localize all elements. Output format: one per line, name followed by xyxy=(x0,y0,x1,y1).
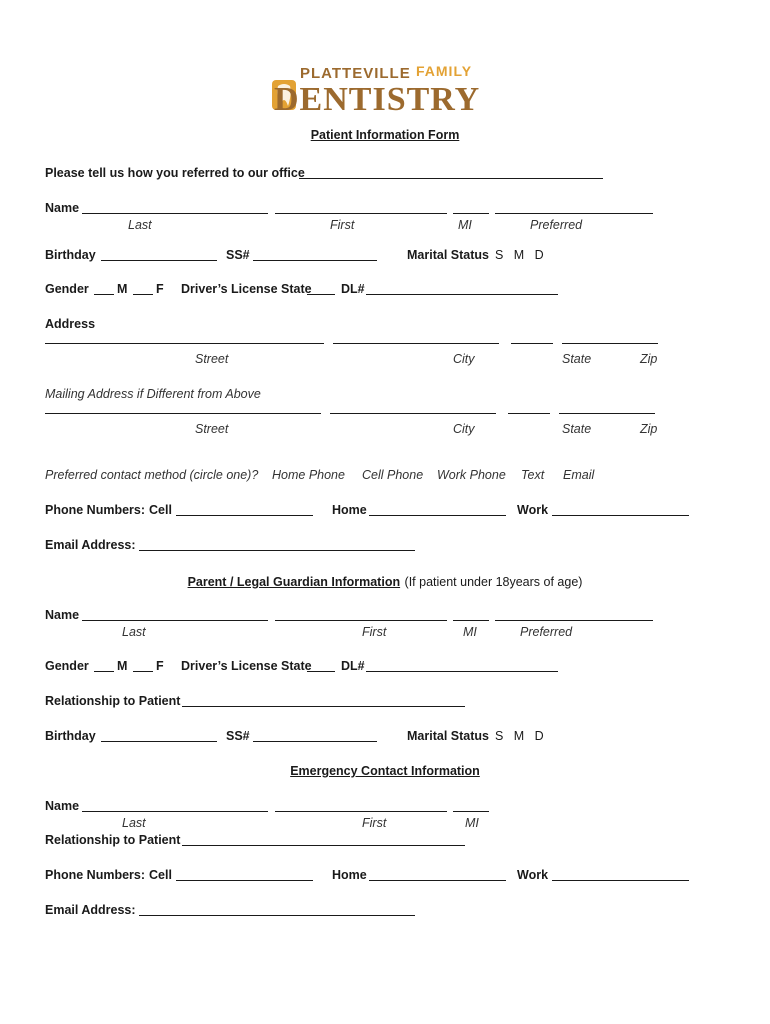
mailing-zip-caption: Zip xyxy=(640,422,658,436)
patient-preferred-caption: Preferred xyxy=(530,218,583,232)
contact-option-home-phone[interactable]: Home Phone xyxy=(272,468,345,482)
mailing-street-caption: Street xyxy=(195,422,229,436)
emergency-relationship-field[interactable] xyxy=(182,845,465,846)
emergency-phone-cell-field[interactable] xyxy=(176,880,313,881)
patient-first-caption: First xyxy=(330,218,355,232)
guardian-gender-label: Gender xyxy=(45,659,89,673)
address-city-caption: City xyxy=(453,352,475,366)
contact-option-text[interactable]: Text xyxy=(521,468,545,482)
address-state-field[interactable] xyxy=(511,343,553,344)
patient-mi-caption: MI xyxy=(458,218,472,232)
patient-marital-label: Marital Status xyxy=(407,248,489,262)
patient-birthday-label: Birthday xyxy=(45,248,96,262)
emergency-phone-work-field[interactable] xyxy=(552,880,689,881)
guardian-gender-m-field[interactable] xyxy=(94,671,114,672)
patient-gender-f-label: F xyxy=(156,282,164,296)
mailing-zip-field[interactable] xyxy=(559,413,655,414)
email-field[interactable] xyxy=(139,550,415,551)
referral-field[interactable] xyxy=(299,178,603,179)
patient-name-label: Name xyxy=(45,201,80,215)
phone-label: Phone Numbers: xyxy=(45,503,146,517)
guardian-last-caption: Last xyxy=(122,625,146,639)
emergency-phone-work-label: Work xyxy=(517,868,549,882)
patient-dl-label: DL# xyxy=(341,282,365,296)
phone-home-field[interactable] xyxy=(369,515,506,516)
emergency-phone-cell-label: Cell xyxy=(149,868,172,882)
contact-option-work-phone[interactable]: Work Phone xyxy=(437,468,506,482)
guardian-dl-state-field[interactable] xyxy=(307,671,335,672)
mailing-street-field[interactable] xyxy=(45,413,321,414)
patient-gender-label: Gender xyxy=(45,282,89,296)
address-street-caption: Street xyxy=(195,352,229,366)
emergency-phone-home-field[interactable] xyxy=(369,880,506,881)
phone-work-label: Work xyxy=(517,503,549,517)
mailing-state-field[interactable] xyxy=(508,413,550,414)
patient-mi-field[interactable] xyxy=(453,213,489,214)
patient-gender-m-field[interactable] xyxy=(94,294,114,295)
logo-word-platteville: PLATTEVILLE xyxy=(300,65,411,82)
guardian-first-caption: First xyxy=(362,625,387,639)
emergency-mi-field[interactable] xyxy=(453,811,489,812)
guardian-gender-f-label: F xyxy=(156,659,164,673)
patient-birthday-field[interactable] xyxy=(101,260,217,261)
email-label: Email Address: xyxy=(45,538,136,552)
address-zip-caption: Zip xyxy=(640,352,658,366)
patient-last-name-field[interactable] xyxy=(82,213,268,214)
address-zip-field[interactable] xyxy=(562,343,658,344)
guardian-mi-field[interactable] xyxy=(453,620,489,621)
guardian-dl-field[interactable] xyxy=(366,671,558,672)
address-label: Address xyxy=(45,317,96,331)
emergency-phone-home-label: Home xyxy=(332,868,367,882)
guardian-last-name-field[interactable] xyxy=(82,620,268,621)
dentistry-logo-graphic xyxy=(268,58,500,118)
emergency-phone-label: Phone Numbers: xyxy=(45,868,146,882)
guardian-first-name-field[interactable] xyxy=(275,620,447,621)
patient-last-caption: Last xyxy=(128,218,152,232)
contact-option-email[interactable]: Email xyxy=(563,468,595,482)
contact-pref-label: Preferred contact method (circle one)? xyxy=(45,468,259,482)
guardian-name-label: Name xyxy=(45,608,80,622)
guardian-ss-label: SS# xyxy=(226,729,250,743)
patient-gender-m-label: M xyxy=(117,282,128,296)
guardian-relationship-label: Relationship to Patient xyxy=(45,694,181,708)
patient-first-name-field[interactable] xyxy=(275,213,447,214)
address-city-field[interactable] xyxy=(333,343,499,344)
patient-ss-field[interactable] xyxy=(253,260,377,261)
patient-marital-options[interactable]: S M D xyxy=(495,248,544,262)
guardian-birthday-field[interactable] xyxy=(101,741,217,742)
patient-ss-label: SS# xyxy=(226,248,250,262)
phone-cell-label: Cell xyxy=(149,503,172,517)
phone-work-field[interactable] xyxy=(552,515,689,516)
patient-dl-state-field[interactable] xyxy=(307,294,335,295)
guardian-marital-options[interactable]: S M D xyxy=(495,729,544,743)
address-street-field[interactable] xyxy=(45,343,324,344)
guardian-dl-label: DL# xyxy=(341,659,365,673)
contact-option-cell-phone[interactable]: Cell Phone xyxy=(362,468,424,482)
address-state-caption: State xyxy=(562,352,592,366)
emergency-relationship-label: Relationship to Patient xyxy=(45,833,181,847)
emergency-mi-caption: MI xyxy=(465,816,479,830)
guardian-dl-state-label: Driver’s License State xyxy=(181,659,312,673)
mailing-city-caption: City xyxy=(453,422,475,436)
emergency-first-name-field[interactable] xyxy=(275,811,447,812)
guardian-title: Parent / Legal Guardian Information xyxy=(187,575,401,589)
mailing-state-caption: State xyxy=(562,422,592,436)
guardian-heading xyxy=(0,573,770,591)
patient-preferred-field[interactable] xyxy=(495,213,653,214)
patient-gender-f-field[interactable] xyxy=(133,294,153,295)
emergency-last-caption: Last xyxy=(122,816,146,830)
guardian-note: (If patient under 18years of age) xyxy=(404,575,583,589)
emergency-last-name-field[interactable] xyxy=(82,811,268,812)
guardian-preferred-field[interactable] xyxy=(495,620,653,621)
guardian-relationship-field[interactable] xyxy=(182,706,465,707)
practice-logo xyxy=(268,58,500,118)
emergency-email-field[interactable] xyxy=(139,915,415,916)
mailing-address-label: Mailing Address if Different from Above xyxy=(45,387,261,401)
emergency-title: Emergency Contact Information xyxy=(290,764,480,778)
guardian-ss-field[interactable] xyxy=(253,741,377,742)
emergency-name-label: Name xyxy=(45,799,80,813)
guardian-gender-m-label: M xyxy=(117,659,128,673)
guardian-marital-label: Marital Status xyxy=(407,729,489,743)
phone-home-label: Home xyxy=(332,503,367,517)
referral-label: Please tell us how you referred to our office xyxy=(45,166,305,180)
guardian-birthday-label: Birthday xyxy=(45,729,96,743)
logo-word-family: FAMILY xyxy=(416,63,473,79)
mailing-city-field[interactable] xyxy=(330,413,496,414)
guardian-gender-f-field[interactable] xyxy=(133,671,153,672)
logo-word-dentistry: DENTISTRY xyxy=(274,81,481,118)
guardian-mi-caption: MI xyxy=(463,625,477,639)
guardian-preferred-caption: Preferred xyxy=(520,625,573,639)
patient-dl-field[interactable] xyxy=(366,294,558,295)
phone-cell-field[interactable] xyxy=(176,515,313,516)
emergency-email-label: Email Address: xyxy=(45,903,136,917)
patient-dl-state-label: Driver’s License State xyxy=(181,282,312,296)
form-title: Patient Information Form xyxy=(310,128,460,142)
emergency-first-caption: First xyxy=(362,816,387,830)
